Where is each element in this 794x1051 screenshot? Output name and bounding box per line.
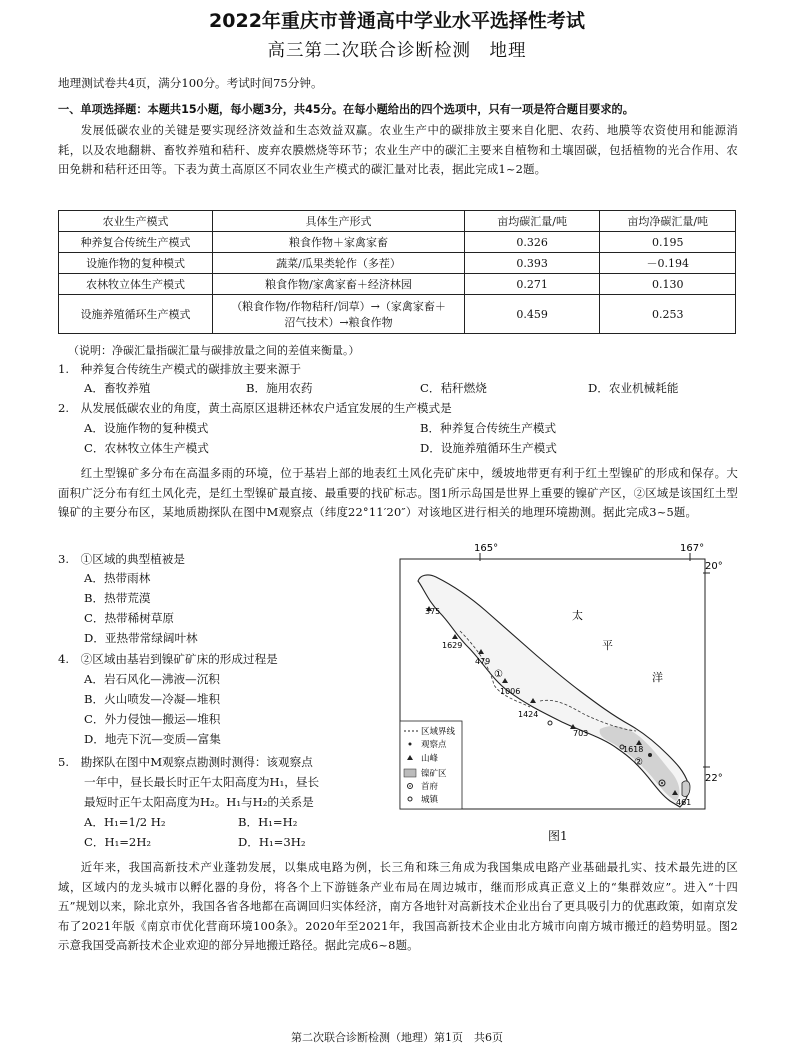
legend-label: 城镇	[421, 795, 439, 805]
q4-option-d[interactable]: D．地壳下沉—变质—富集	[84, 732, 221, 746]
q3-option-a[interactable]: A．热带雨林	[84, 571, 151, 585]
peak-elevation: 1629	[442, 641, 463, 650]
q1-option-a[interactable]: A．畜牧养殖	[84, 381, 151, 395]
exam-subtitle: 高三第二次联合诊断检测 地理	[267, 41, 527, 61]
page-footer: 第二次联合诊断检测（地理）第1页 共6页	[291, 1031, 503, 1044]
legend-label: 观察点	[421, 740, 447, 750]
island-map	[390, 543, 723, 816]
section1-heading: 一、单项选择题：本题共15小题，每小题3分，共45分。在每小题给出的四个选项中，只有一项是符合题目要求的。	[58, 103, 634, 116]
q5-option-d[interactable]: D．H₁=3H₂	[238, 835, 306, 849]
question-4-stem: 4. ②区域由基岩到镍矿矿床的形成过程是	[58, 652, 278, 666]
table-cell: （粮食作物/作物秸秆/饲草）→（家禽家畜＋沼气技术）→粮食作物	[213, 295, 465, 334]
table-cell: 蔬菜/瓜果类轮作（多茬）	[213, 253, 465, 274]
peak-elevation: 703	[573, 729, 589, 738]
table-note: （说明：净碳汇量指碳汇量与碳排放量之间的差值来衡量。）	[68, 344, 360, 357]
table-cell: 0.459	[464, 295, 600, 334]
table-row	[59, 274, 736, 295]
q3-option-b[interactable]: B．热带荒漠	[84, 591, 151, 605]
carbon-sink-table	[58, 210, 736, 334]
table-cell: 农林牧立体生产模式	[59, 274, 213, 295]
lon-label: 167°	[680, 543, 705, 554]
table-header: 亩均碳汇量/吨	[464, 211, 600, 232]
table-cell: 0.393	[464, 253, 600, 274]
figure-1-caption: 图1	[548, 829, 568, 843]
peak-elevation: 1006	[500, 687, 521, 696]
table-header-row	[59, 211, 736, 232]
table-cell: 0.326	[464, 232, 600, 253]
table-cell: 粮食作物＋家禽家畜	[213, 232, 465, 253]
legend-label: 区域界线	[421, 727, 456, 737]
town-icon	[548, 721, 552, 725]
lat-label: 20°	[705, 561, 723, 572]
table-cell: 种养复合传统生产模式	[59, 232, 213, 253]
q2-option-d[interactable]: D．设施养殖循环生产模式	[420, 441, 557, 455]
table-row	[59, 253, 736, 274]
question-1-stem: 1. 种养复合传统生产模式的碳排放主要来源于	[58, 362, 301, 376]
table-cell: 设施作物的复种模式	[59, 253, 213, 274]
table-cell: 粮食作物/家禽家畜＋经济林园	[213, 274, 465, 295]
island-map-figure	[390, 543, 723, 816]
q4-option-c[interactable]: C．外力侵蚀—搬运—堆积	[84, 712, 221, 726]
table-cell: －0.194	[600, 253, 736, 274]
legend-label: 首府	[421, 782, 439, 792]
table-cell: 0.195	[600, 232, 736, 253]
peak-elevation: 1424	[518, 710, 539, 719]
question-2-stem: 2. 从发展低碳农业的角度，黄土高原区退耕还林农户适宜发展的生产模式是	[58, 401, 452, 415]
ocean-label: 太	[572, 609, 583, 622]
capital-icon	[661, 782, 663, 784]
nickel-area-icon	[404, 769, 416, 777]
exam-title: 2022年重庆市普通高中学业水平选择性考试	[209, 10, 585, 32]
passage-nickel: 红土型镍矿多分布在高温多雨的环境，位于基岩上部的地表红土风化壳矿床中，缓坡地带更有利于红土型镍矿的形成和保存。大面积广泛分布有红土风化壳，是红土型镍矿最直接、最重要的找矿标志。图1所示岛国是世界上重要的镍矿产区，②区域是该国红土型镍矿的主要分布区，某地质勘探队在图中M观察点（纬度22°11′20″）对该地区进行相关的地理环境勘测。据此完成3~5题。	[58, 466, 738, 519]
table-header: 具体生产形式	[213, 211, 465, 232]
region-label-1: ①	[494, 669, 503, 680]
q2-option-b[interactable]: B．种养复合传统生产模式	[420, 421, 557, 435]
table-cell: 0.130	[600, 274, 736, 295]
exam-intro: 地理测试卷共4页，满分100分。考试时间75分钟。	[58, 76, 323, 90]
lon-label: 165°	[474, 543, 499, 554]
region-label-2: ②	[634, 757, 643, 768]
small-island	[682, 781, 690, 797]
table-header: 亩均净碳汇量/吨	[600, 211, 736, 232]
q5-option-a[interactable]: A．H₁=1/2 H₂	[84, 815, 166, 829]
table-header: 农业生产模式	[59, 211, 213, 232]
passage-high-tech: 近年来，我国高新技术产业蓬勃发展，以集成电路为例，长三角和珠三角成为我国集成电路产业基础最扎实、技术最先进的区域，区域内的龙头城市以孵化器的身份，将各个上下游链条产业布局在周边城市，继而形成真正意义上的“集群效应”。进入“十四五”规划以来，除北京外，我国各省各地都在高调回归实体经济，南方各地针对高新技术企业出台了更具吸引力的优惠政策，如南京发布了2021年版《南京市优化营商环境100条》。2020年至2021年，我国高新技术企业由北方城市向南方城市搬迁的趋势明显。图2示意我国受高新技术企业欢迎的部分异地搬迁路径。据此完成6~8题。	[58, 860, 738, 952]
capital-icon	[409, 785, 411, 787]
peak-elevation: 461	[676, 798, 692, 807]
ocean-label: 洋	[652, 671, 663, 684]
peak-elevation: 479	[475, 657, 491, 666]
question-5-stem-line3: 最短时正午太阳高度为H₂。H₁与H₂的关系是	[84, 795, 314, 809]
q4-option-b[interactable]: B．火山喷发—冷凝—堆积	[84, 692, 221, 706]
map-legend	[400, 721, 462, 809]
q5-option-c[interactable]: C．H₁=2H₂	[84, 835, 152, 849]
question-5-stem-line2: 一年中，昼长最长时正午太阳高度为H₁，昼长	[84, 775, 320, 789]
observation-point-icon	[409, 743, 412, 746]
question-5-stem-line1: 5. 勘探队在图中M观察点勘测时测得：该观察点	[58, 755, 313, 769]
q2-option-a[interactable]: A．设施作物的复种模式	[84, 421, 209, 435]
table-cell: 设施养殖循环生产模式	[59, 295, 213, 334]
table-row	[59, 295, 736, 334]
peak-elevation: 1618	[623, 745, 644, 754]
q5-option-b[interactable]: B．H₁=H₂	[238, 815, 298, 829]
ocean-label: 平	[602, 639, 613, 652]
q4-option-a[interactable]: A．岩石风化—沸液—沉积	[84, 672, 220, 686]
peak-elevation: 375	[425, 607, 441, 616]
lat-label: 22°	[705, 773, 723, 784]
table-row	[59, 232, 736, 253]
legend-label: 山峰	[421, 754, 439, 764]
legend-label: 镍矿区	[421, 769, 447, 779]
passage-low-carbon: 发展低碳农业的关键是要实现经济效益和生态效益双赢。农业生产中的碳排放主要来自化肥、农药、地膜等农资使用和能源消耗，以及农地翻耕、畜牧养殖和秸秆、废弃农膜燃烧等环节；农业生产中的碳汇主要来自植物和土壤固碳，包括植物的光合作用、农田免耕和秸秆还田等。下表为黄土高原区不同农业生产模式的碳汇量对比表，据此完成1~2题。	[58, 123, 738, 176]
table-cell: 0.253	[600, 295, 736, 334]
q1-option-b[interactable]: B．施用农药	[246, 381, 313, 395]
q2-option-c[interactable]: C．农林牧立体生产模式	[84, 441, 209, 455]
q1-option-c[interactable]: C．秸秆燃烧	[420, 381, 487, 395]
table-cell: 0.271	[464, 274, 600, 295]
q1-option-d[interactable]: D．农业机械耗能	[588, 381, 679, 395]
q3-option-c[interactable]: C．热带稀树草原	[84, 611, 175, 625]
observation-point-m	[648, 753, 652, 757]
question-3-stem: 3. ①区域的典型植被是	[58, 552, 185, 566]
q3-option-d[interactable]: D．亚热带常绿阔叶林	[84, 631, 198, 645]
